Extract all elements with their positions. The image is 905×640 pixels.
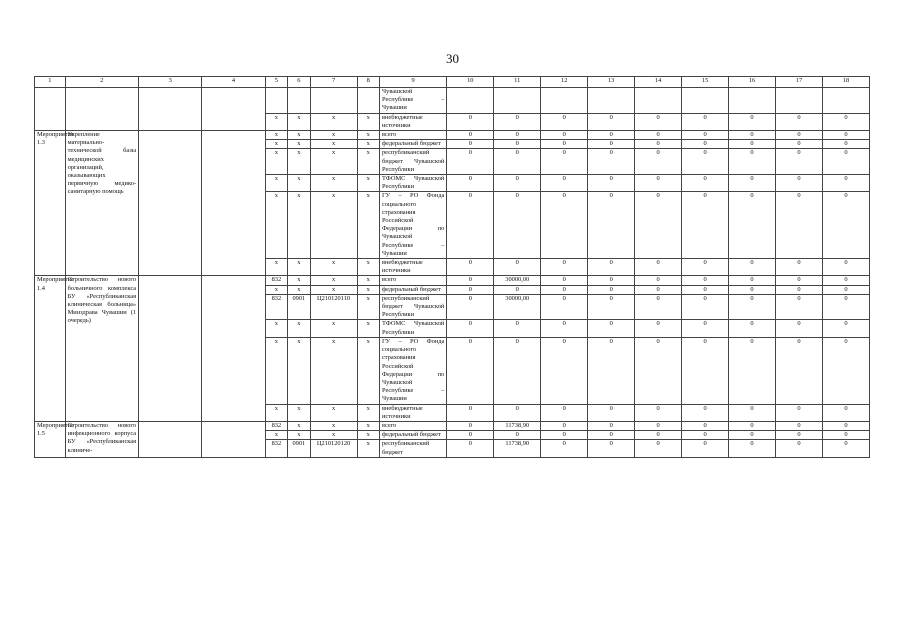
year-value: 0 [494, 320, 541, 337]
cell-expense-group: x [357, 259, 379, 276]
year-value: 0 [776, 285, 823, 294]
cell-target-article: x [310, 131, 357, 140]
cell-target-article: x [310, 337, 357, 404]
year-value: 0 [447, 285, 494, 294]
cell-expense-group: x [357, 113, 379, 130]
cell-section: x [288, 131, 310, 140]
cell-grbs: x [265, 404, 287, 421]
cell-grbs: 832 [265, 440, 287, 457]
empty-cell [202, 276, 265, 421]
year-value: 0 [588, 175, 635, 192]
year-value: 0 [541, 140, 588, 149]
cell-grbs: x [265, 131, 287, 140]
year-value: 0 [588, 421, 635, 430]
cell-section: 0901 [288, 294, 310, 320]
funding-source: внебюджетные источники [379, 259, 446, 276]
cell-section: x [288, 149, 310, 175]
year-value: 0 [776, 192, 823, 259]
funding-source: внебюджетные источники [379, 404, 446, 421]
cell-grbs: 832 [265, 421, 287, 430]
year-value: 0 [588, 320, 635, 337]
year-value: 0 [588, 285, 635, 294]
year-value: 0 [682, 294, 729, 320]
column-number: 8 [357, 77, 379, 88]
empty-cell [139, 276, 202, 421]
column-number: 2 [65, 77, 138, 88]
budget-table [34, 76, 870, 458]
year-value: 0 [541, 175, 588, 192]
cell-target-article: x [310, 175, 357, 192]
year-value: 0 [635, 285, 682, 294]
year-value: 0 [822, 140, 869, 149]
cell-section: x [288, 337, 310, 404]
column-number: 5 [265, 77, 287, 88]
year-value: 0 [729, 337, 776, 404]
year-value: 0 [682, 440, 729, 457]
column-number-row [35, 77, 870, 88]
year-value: 0 [776, 175, 823, 192]
page-number: 30 [446, 51, 459, 66]
event-label: Мероприятие 1.4 [35, 276, 66, 421]
column-number: 4 [202, 77, 265, 88]
year-value: 0 [822, 259, 869, 276]
year-value: 0 [776, 404, 823, 421]
cell-target-article: x [310, 404, 357, 421]
year-value: 0 [682, 149, 729, 175]
year-value: 11738,90 [494, 421, 541, 430]
year-value: 0 [447, 131, 494, 140]
year-value: 0 [729, 259, 776, 276]
empty-cell [588, 88, 635, 114]
year-value: 0 [822, 421, 869, 430]
year-value: 0 [447, 320, 494, 337]
year-value: 0 [494, 192, 541, 259]
funding-source: ТФОМС Чувашской Республики [379, 320, 446, 337]
year-value: 0 [541, 192, 588, 259]
year-value: 30000,00 [494, 294, 541, 320]
funding-source: республиканский бюджет [379, 440, 446, 457]
year-value: 0 [776, 259, 823, 276]
year-value: 0 [635, 149, 682, 175]
cell-expense-group: x [357, 131, 379, 140]
year-value: 0 [447, 113, 494, 130]
column-number: 16 [729, 77, 776, 88]
cell-section: x [288, 192, 310, 259]
year-value: 0 [447, 140, 494, 149]
year-value: 0 [682, 113, 729, 130]
empty-cell [541, 88, 588, 114]
cell-target-article: x [310, 421, 357, 430]
empty-cell [682, 88, 729, 114]
cell-target-article: x [310, 285, 357, 294]
year-value: 0 [494, 113, 541, 130]
empty-cell [139, 421, 202, 457]
empty-cell [288, 88, 310, 114]
cell-section: x [288, 113, 310, 130]
year-value: 0 [541, 294, 588, 320]
column-number: 3 [139, 77, 202, 88]
cell-expense-group: x [357, 285, 379, 294]
column-number: 7 [310, 77, 357, 88]
year-value: 0 [635, 259, 682, 276]
year-value: 0 [776, 440, 823, 457]
year-value: 0 [729, 285, 776, 294]
funding-source: ГУ – РО Фонда социального страхования Российской Федерации по Чувашской Республике – Чувашии [379, 192, 446, 259]
year-value: 0 [776, 149, 823, 175]
cell-section: x [288, 285, 310, 294]
year-value: 0 [541, 131, 588, 140]
year-value: 0 [729, 431, 776, 440]
event-description: Строительство нового больничного комплекса БУ «Республиканская клиническая больница» Минздрава Чувашии (1 очередь) [65, 276, 138, 421]
year-value: 0 [776, 131, 823, 140]
year-value: 0 [635, 113, 682, 130]
empty-cell [494, 88, 541, 114]
empty-cell [139, 88, 202, 131]
year-value: 0 [447, 421, 494, 430]
year-value: 0 [822, 192, 869, 259]
continuation-row [35, 88, 870, 114]
year-value: 0 [729, 175, 776, 192]
year-value: 0 [588, 192, 635, 259]
empty-cell [139, 131, 202, 276]
empty-cell [776, 88, 823, 114]
year-value: 0 [682, 192, 729, 259]
empty-cell [357, 88, 379, 114]
year-value: 0 [635, 140, 682, 149]
funding-source: ТФОМС Чувашской Республики [379, 175, 446, 192]
cell-expense-group: x [357, 192, 379, 259]
year-value: 0 [447, 149, 494, 175]
year-value: 0 [494, 140, 541, 149]
year-value: 0 [822, 404, 869, 421]
column-number: 9 [379, 77, 446, 88]
year-value: 0 [729, 140, 776, 149]
empty-cell [265, 88, 287, 114]
cell-target-article: x [310, 259, 357, 276]
year-value: 0 [776, 431, 823, 440]
year-value: 0 [541, 404, 588, 421]
cell-expense-group: x [357, 175, 379, 192]
empty-cell [202, 421, 265, 457]
cell-grbs: x [265, 431, 287, 440]
year-value: 0 [494, 337, 541, 404]
year-value: 0 [822, 149, 869, 175]
year-value: 0 [729, 113, 776, 130]
year-value: 0 [588, 113, 635, 130]
year-value: 0 [822, 113, 869, 130]
year-value: 0 [635, 431, 682, 440]
year-value: 0 [541, 337, 588, 404]
cell-section: x [288, 431, 310, 440]
cell-section: x [288, 276, 310, 285]
cell-section: x [288, 175, 310, 192]
year-value: 11738,90 [494, 440, 541, 457]
empty-cell [202, 131, 265, 276]
cell-grbs: x [265, 175, 287, 192]
year-value: 0 [635, 192, 682, 259]
cell-section: x [288, 140, 310, 149]
year-value: 0 [682, 276, 729, 285]
empty-cell [310, 88, 357, 114]
year-value: 0 [447, 192, 494, 259]
cell-target-article: x [310, 113, 357, 130]
table-row [35, 131, 870, 140]
event-description: Укрепление материально-технической базы медицинских организаций, оказывающих первичную медико-санитарную помощь [65, 131, 138, 276]
event-label: Мероприятие 1.3 [35, 131, 66, 276]
year-value: 0 [541, 259, 588, 276]
cell-expense-group: x [357, 149, 379, 175]
year-value: 0 [822, 131, 869, 140]
cell-grbs: 832 [265, 276, 287, 285]
cell-expense-group: x [357, 276, 379, 285]
cell-grbs: x [265, 259, 287, 276]
year-value: 0 [588, 140, 635, 149]
cell-target-article: x [310, 431, 357, 440]
year-value: 0 [822, 175, 869, 192]
cell-grbs: x [265, 113, 287, 130]
year-value: 0 [494, 259, 541, 276]
year-value: 0 [682, 404, 729, 421]
cell-grbs: 832 [265, 294, 287, 320]
cell-target-article: x [310, 320, 357, 337]
funding-source: всего [379, 276, 446, 285]
year-value: 0 [447, 294, 494, 320]
year-value: 0 [776, 421, 823, 430]
year-value: 0 [588, 149, 635, 175]
year-value: 0 [447, 440, 494, 457]
funding-source: всего [379, 421, 446, 430]
column-number: 18 [822, 77, 869, 88]
cell-section: 0901 [288, 440, 310, 457]
empty-cell [822, 88, 869, 114]
year-value: 0 [776, 337, 823, 404]
year-value: 0 [635, 320, 682, 337]
year-value: 0 [447, 337, 494, 404]
year-value: 0 [494, 149, 541, 175]
year-value: 0 [776, 276, 823, 285]
year-value: 0 [729, 294, 776, 320]
cell-grbs: x [265, 320, 287, 337]
year-value: 0 [729, 192, 776, 259]
cell-expense-group: x [357, 337, 379, 404]
column-number: 13 [588, 77, 635, 88]
year-value: 0 [729, 131, 776, 140]
event-label: Мероприятие 1.5 [35, 421, 66, 457]
year-value: 0 [729, 404, 776, 421]
year-value: 0 [682, 175, 729, 192]
funding-source: федеральный бюджет [379, 285, 446, 294]
cell-grbs: x [265, 140, 287, 149]
column-number: 15 [682, 77, 729, 88]
year-value: 0 [541, 440, 588, 457]
empty-cell [65, 88, 138, 131]
funding-source: всего [379, 131, 446, 140]
year-value: 0 [682, 337, 729, 404]
cell-expense-group: x [357, 431, 379, 440]
year-value: 0 [494, 404, 541, 421]
year-value: 0 [541, 285, 588, 294]
year-value: 0 [822, 320, 869, 337]
year-value: 0 [541, 421, 588, 430]
year-value: 30000,00 [494, 276, 541, 285]
year-value: 0 [494, 131, 541, 140]
cell-section: x [288, 404, 310, 421]
cell-expense-group: x [357, 404, 379, 421]
event-description: Строительство нового инфекционного корпуса БУ «Республиканская клиниче- [65, 421, 138, 457]
year-value: 0 [682, 421, 729, 430]
year-value: 0 [635, 421, 682, 430]
year-value: 0 [447, 175, 494, 192]
year-value: 0 [541, 113, 588, 130]
year-value: 0 [822, 440, 869, 457]
year-value: 0 [776, 320, 823, 337]
cell-target-article: Ц210120120 [310, 440, 357, 457]
year-value: 0 [447, 404, 494, 421]
year-value: 0 [541, 276, 588, 285]
cell-grbs: x [265, 149, 287, 175]
empty-cell [635, 88, 682, 114]
column-number: 17 [776, 77, 823, 88]
cell-grbs: x [265, 337, 287, 404]
empty-cell [202, 88, 265, 131]
year-value: 0 [776, 294, 823, 320]
year-value: 0 [822, 276, 869, 285]
year-value: 0 [541, 149, 588, 175]
year-value: 0 [729, 320, 776, 337]
year-value: 0 [541, 320, 588, 337]
year-value: 0 [682, 431, 729, 440]
funding-source: Чувашской Республике – Чувашии [379, 88, 446, 114]
cell-target-article: x [310, 192, 357, 259]
column-number: 11 [494, 77, 541, 88]
year-value: 0 [494, 285, 541, 294]
cell-target-article: x [310, 140, 357, 149]
cell-target-article: x [310, 276, 357, 285]
column-number: 14 [635, 77, 682, 88]
cell-section: x [288, 421, 310, 430]
funding-source: внебюджетные источники [379, 113, 446, 130]
year-value: 0 [776, 113, 823, 130]
cell-section: x [288, 320, 310, 337]
column-number: 12 [541, 77, 588, 88]
year-value: 0 [447, 259, 494, 276]
year-value: 0 [682, 131, 729, 140]
year-value: 0 [588, 294, 635, 320]
year-value: 0 [822, 294, 869, 320]
year-value: 0 [729, 421, 776, 430]
funding-source: ГУ – РО Фонда социального страхования Российской Федерации по Чувашской Республике – Чувашии [379, 337, 446, 404]
year-value: 0 [588, 404, 635, 421]
empty-cell [729, 88, 776, 114]
year-value: 0 [588, 337, 635, 404]
year-value: 0 [635, 131, 682, 140]
cell-target-article: Ц210120110 [310, 294, 357, 320]
year-value: 0 [588, 131, 635, 140]
year-value: 0 [588, 276, 635, 285]
funding-source: федеральный бюджет [379, 140, 446, 149]
empty-cell [447, 88, 494, 114]
column-number: 10 [447, 77, 494, 88]
column-number: 1 [35, 77, 66, 88]
cell-section: x [288, 259, 310, 276]
table-row [35, 276, 870, 285]
year-value: 0 [682, 140, 729, 149]
column-number: 6 [288, 77, 310, 88]
year-value: 0 [635, 440, 682, 457]
cell-expense-group: x [357, 140, 379, 149]
funding-source: республиканский бюджет Чувашской Республики [379, 149, 446, 175]
cell-expense-group: x [357, 294, 379, 320]
year-value: 0 [588, 259, 635, 276]
year-value: 0 [682, 320, 729, 337]
year-value: 0 [588, 431, 635, 440]
year-value: 0 [729, 440, 776, 457]
year-value: 0 [822, 337, 869, 404]
year-value: 0 [635, 337, 682, 404]
cell-grbs: x [265, 192, 287, 259]
cell-expense-group: x [357, 421, 379, 430]
year-value: 0 [635, 276, 682, 285]
cell-grbs: x [265, 285, 287, 294]
year-value: 0 [682, 285, 729, 294]
year-value: 0 [776, 140, 823, 149]
year-value: 0 [635, 175, 682, 192]
funding-source: федеральный бюджет [379, 431, 446, 440]
year-value: 0 [494, 431, 541, 440]
cell-target-article: x [310, 149, 357, 175]
year-value: 0 [822, 431, 869, 440]
year-value: 0 [635, 294, 682, 320]
year-value: 0 [541, 431, 588, 440]
year-value: 0 [447, 431, 494, 440]
year-value: 0 [447, 276, 494, 285]
year-value: 0 [729, 149, 776, 175]
year-value: 0 [588, 440, 635, 457]
cell-expense-group: x [357, 440, 379, 457]
empty-cell [35, 88, 66, 131]
year-value: 0 [635, 404, 682, 421]
cell-expense-group: x [357, 320, 379, 337]
year-value: 0 [729, 276, 776, 285]
table-row [35, 421, 870, 430]
year-value: 0 [682, 259, 729, 276]
year-value: 0 [494, 175, 541, 192]
year-value: 0 [822, 285, 869, 294]
funding-source: республиканский бюджет Чувашской Республики [379, 294, 446, 320]
